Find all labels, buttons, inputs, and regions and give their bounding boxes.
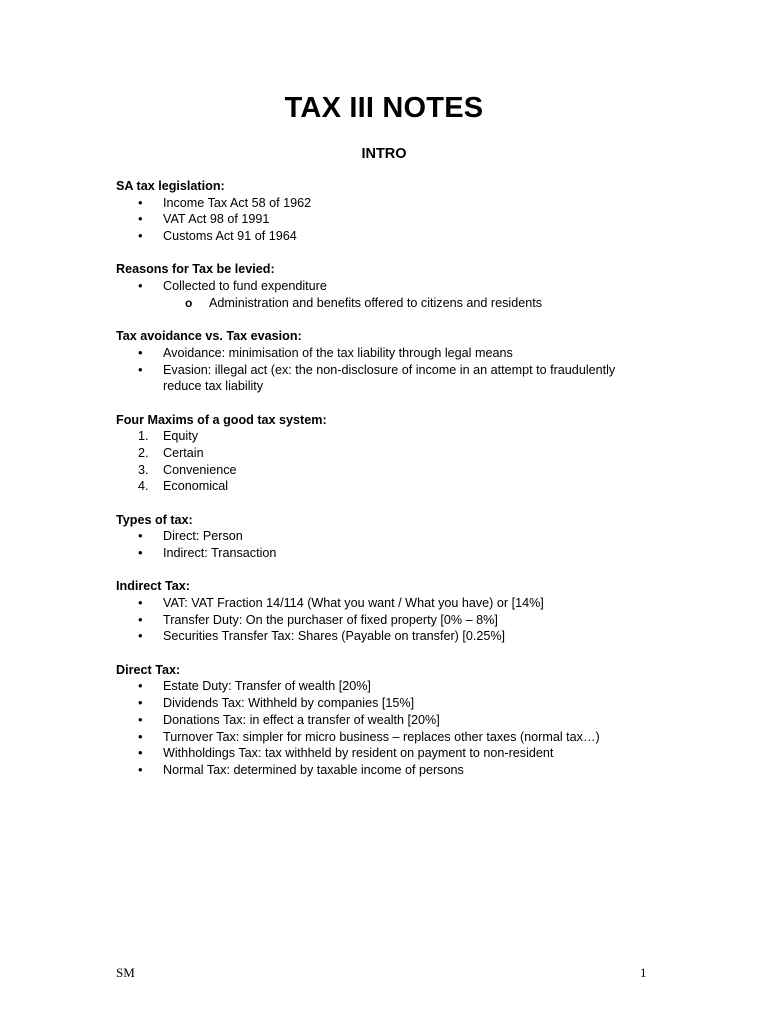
section-four-maxims: [116, 412, 656, 496]
bullet-icon: [138, 362, 154, 379]
bullet-icon: [138, 745, 154, 762]
section-title: INTRO: [361, 146, 407, 162]
heading: Reasons for Tax be levied:: [116, 262, 275, 277]
list-item: • Collected to fund expenditure: [116, 278, 656, 295]
list-item: • VAT Act 98 of 1991: [116, 211, 656, 228]
circle-bullet-icon: [185, 295, 201, 312]
bullet-icon: [138, 628, 154, 645]
bullet-icon: [138, 528, 154, 545]
list-item: • Normal Tax: determined by taxable income of persons: [116, 762, 656, 779]
bullet-icon: [138, 211, 154, 228]
list-number: 1.: [138, 429, 149, 444]
section-reasons-for-tax: [116, 261, 656, 311]
bullet-icon: [138, 729, 154, 746]
list-item: • Evasion: illegal act (ex: the non-disclosure of income in an attempt to fraudulently reduce tax liability: [116, 362, 656, 395]
list-item: • Donations Tax: in effect a transfer of wealth [20%]: [116, 712, 656, 729]
list-item: • Customs Act 91 of 1964: [116, 228, 656, 245]
numbered-item: 1. Equity: [138, 429, 199, 444]
heading: Indirect Tax:: [116, 579, 190, 594]
bullet-icon: [138, 195, 154, 212]
bullet-icon: [138, 595, 154, 612]
bullet-icon: [138, 278, 154, 295]
list-item: • Dividends Tax: Withheld by companies [15%]: [116, 695, 656, 712]
list-item: • Estate Duty: Transfer of wealth [20%]: [116, 678, 656, 695]
numbered-item: 4. Economical: [138, 479, 229, 494]
list-item: • Turnover Tax: simpler for micro business – replaces other taxes (normal tax…): [116, 729, 656, 746]
section-direct-tax: [116, 662, 656, 779]
heading: Types of tax:: [116, 512, 193, 527]
footer-page-number: 1: [640, 965, 647, 980]
section-sa-tax-legislation: [116, 178, 656, 245]
bullet-icon: [138, 545, 154, 562]
section-types-of-tax: [116, 512, 656, 562]
bullet-icon: [138, 712, 154, 729]
footer-author: SM: [116, 965, 135, 980]
document-body: [116, 178, 656, 795]
sub-list-item: o Administration and benefits offered to citizens and residents: [116, 295, 656, 312]
heading: Four Maxims of a good tax system:: [116, 412, 327, 427]
numbered-item: 2. Certain: [138, 445, 204, 460]
list-item: • Indirect: Transaction: [116, 545, 656, 562]
list-item: • Direct: Person: [116, 528, 656, 545]
bullet-icon: [138, 695, 154, 712]
bullet-icon: [138, 762, 154, 779]
bullet-icon: [138, 678, 154, 695]
section-avoidance-vs-evasion: [116, 328, 656, 395]
section-indirect-tax: [116, 578, 656, 645]
bullet-icon: [138, 228, 154, 245]
list-item: • VAT: VAT Fraction 14/114 (What you want / What you have) or [14%]: [116, 595, 656, 612]
heading: Tax avoidance vs. Tax evasion:: [116, 329, 302, 344]
list-number: 2.: [138, 445, 149, 460]
list-number: 3.: [138, 462, 149, 477]
list-item: • Avoidance: minimisation of the tax liability through legal means: [116, 345, 656, 362]
numbered-item: 3. Convenience: [138, 462, 237, 477]
list-number: 4.: [138, 479, 149, 494]
list-item: • Income Tax Act 58 of 1962: [116, 195, 656, 212]
page-title: TAX III NOTES: [284, 92, 484, 124]
list-item: • Securities Transfer Tax: Shares (Payable on transfer) [0.25%]: [116, 628, 656, 645]
heading: SA tax legislation:: [116, 179, 225, 193]
bullet-icon: [138, 612, 154, 629]
bullet-icon: [138, 345, 154, 362]
list-item: • Withholdings Tax: tax withheld by resident on payment to non-resident: [116, 745, 656, 762]
list-item: • Transfer Duty: On the purchaser of fixed property [0% – 8%]: [116, 612, 656, 629]
heading: Direct Tax:: [116, 662, 181, 677]
